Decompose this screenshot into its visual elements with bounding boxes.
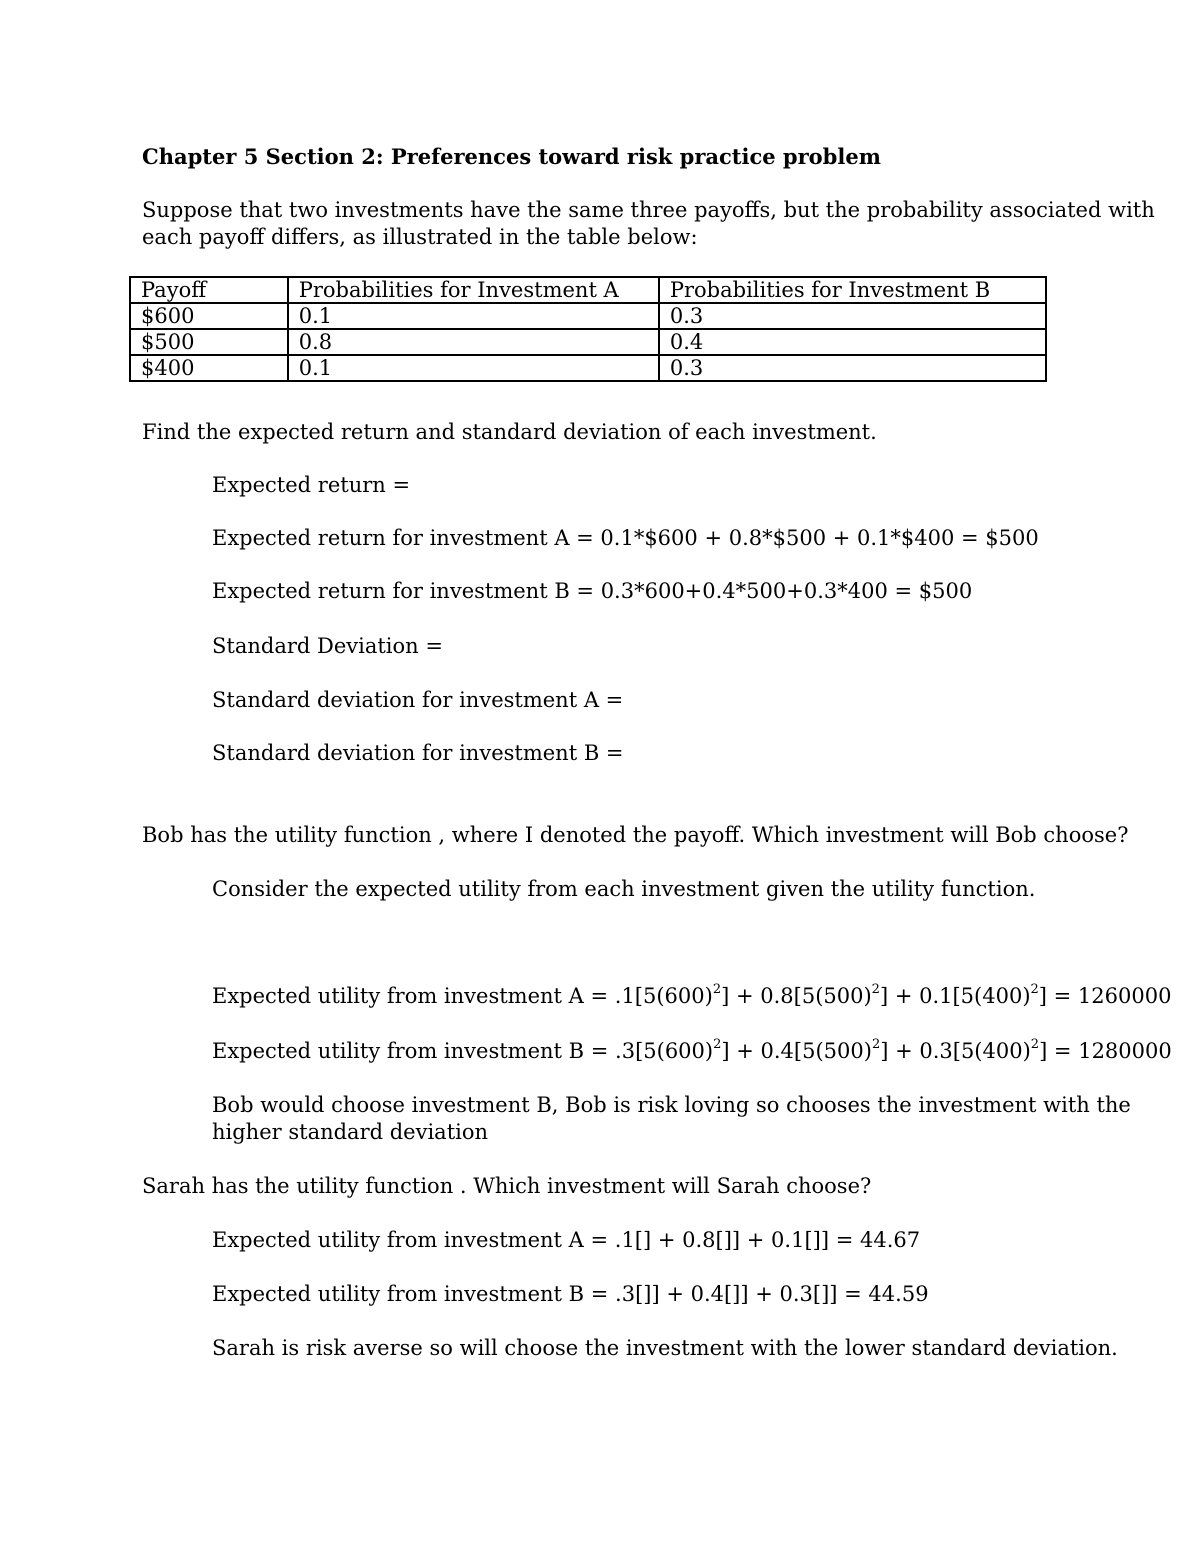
exponent: 2 (1030, 1037, 1040, 1052)
eu-text: ] = 1280000 (1039, 1039, 1172, 1063)
exponent: 2 (713, 1037, 722, 1052)
std-dev-a: Standard deviation for investment A = (212, 688, 624, 712)
table-header-cell: Probabilities for Investment A (288, 277, 659, 303)
expected-return-label: Expected return = (212, 473, 411, 497)
bob-consider: Consider the expected utility from each investment given the utility function. (212, 877, 1036, 901)
table-header-row (130, 277, 1046, 303)
question-expected-return-std-dev: Find the expected return and standard deviation of each investment. (142, 420, 877, 444)
expected-return-b: Expected return for investment B = 0.3*600+0.4*500+0.3*400 = $500 (212, 579, 973, 603)
bob-question: Bob has the utility function , where I denoted the payoff. Which investment will Bob choose? (142, 823, 1129, 847)
eu-text: Expected utility from investment B = .3[5(600) (212, 1039, 714, 1063)
table-cell: 0.8 (288, 329, 659, 355)
table-cell: 0.3 (659, 355, 1046, 381)
bob-expected-utility-b (212, 1038, 1172, 1065)
sarah-question: Sarah has the utility function . Which investment will Sarah choose? (142, 1174, 872, 1198)
exponent: 2 (712, 982, 722, 997)
eu-text: ] + 0.1[5(400) (879, 984, 1031, 1008)
table-row (130, 355, 1046, 381)
sarah-expected-utility-a: Expected utility from investment A = .1[] + 0.8[]] + 0.1[]] = 44.67 (212, 1228, 921, 1252)
sarah-conclusion: Sarah is risk averse so will choose the investment with the lower standard deviation. (212, 1336, 1118, 1360)
document-title: Chapter 5 Section 2: Preferences toward risk practice problem (142, 144, 881, 169)
table-cell: 0.1 (288, 303, 659, 329)
table-cell: 0.3 (659, 303, 1046, 329)
intro-line-1: Suppose that two investments have the same three payoffs, but the probability associated with (142, 198, 1155, 222)
table-cell: $400 (130, 355, 288, 381)
eu-text: ] + 0.3[5(400) (880, 1039, 1031, 1063)
payoff-probability-table (129, 276, 1047, 382)
eu-text: ] = 1260000 (1038, 984, 1172, 1008)
table-header-cell: Probabilities for Investment B (659, 277, 1046, 303)
exponent: 2 (1030, 982, 1039, 997)
table-row (130, 329, 1046, 355)
table-row (130, 303, 1046, 329)
sarah-expected-utility-b: Expected utility from investment B = .3[]] + 0.4[]] + 0.3[]] = 44.59 (212, 1282, 929, 1306)
eu-text: ] + 0.4[5(500) (721, 1039, 872, 1063)
table-cell: $600 (130, 303, 288, 329)
table-header-cell: Payoff (130, 277, 288, 303)
eu-text: Expected utility from investment A = .1[5(600) (212, 984, 713, 1008)
expected-return-a: Expected return for investment A = 0.1*$600 + 0.8*$500 + 0.1*$400 = $500 (212, 526, 1039, 550)
std-dev-b: Standard deviation for investment B = (212, 741, 624, 765)
exponent: 2 (871, 982, 880, 997)
exponent: 2 (871, 1037, 881, 1052)
bob-expected-utility-a (212, 983, 1171, 1010)
std-dev-label: Standard Deviation = (212, 634, 443, 658)
table-cell: $500 (130, 329, 288, 355)
bob-conclusion-line-1: Bob would choose investment B, Bob is risk loving so chooses the investment with the (212, 1093, 1131, 1117)
eu-text: ] + 0.8[5(500) (721, 984, 872, 1008)
intro-line-2: each payoff differs, as illustrated in the table below: (142, 225, 698, 249)
table-cell: 0.4 (659, 329, 1046, 355)
table-cell: 0.1 (288, 355, 659, 381)
bob-conclusion-line-2: higher standard deviation (212, 1120, 489, 1144)
